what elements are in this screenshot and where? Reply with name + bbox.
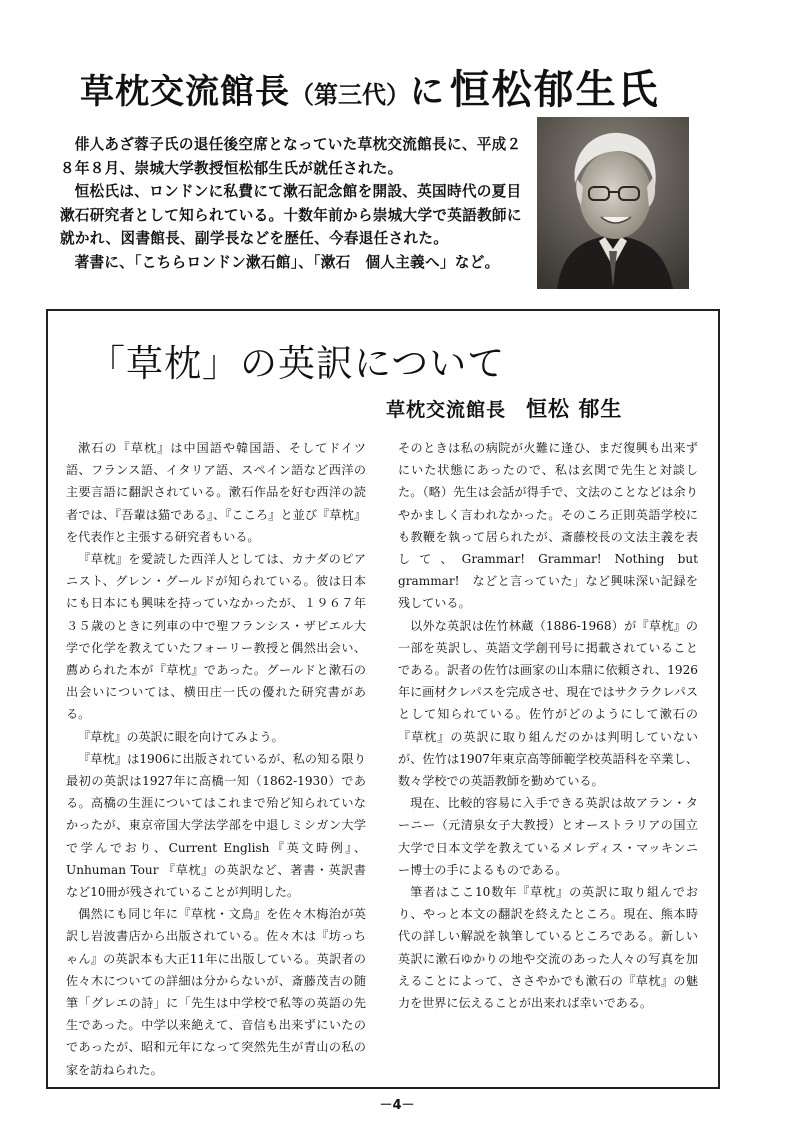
page-title xyxy=(80,58,720,115)
byline-name: 恒松 郁生 xyxy=(526,397,623,421)
article-column-left xyxy=(66,437,366,1081)
article-title: 「草枕」の英訳について xyxy=(88,342,506,385)
page-number: －4－ xyxy=(379,1098,415,1113)
intro-paragraph: 恒松氏は、ロンドンに私費にて漱石記念館を開設、英国時代の夏目漱石研究者として知られている。十数年前から崇城大学で英語教師に就かれ、図書館長、副学長などを歴任、今春退任された。 xyxy=(60,183,522,247)
portrait-photo xyxy=(537,117,689,289)
portrait-illustration xyxy=(537,117,689,289)
title-paren: （第三代） xyxy=(290,81,410,109)
title-main: 草枕交流館長 xyxy=(80,72,290,112)
article-paragraph: 現在、比較的容易に入手できる英訳は故アラン・ターニー（元清泉女子大教授）とオーストラリアの国立大学で日本文学を教えているメレディス・マッキンニー博士の手によるものである。 xyxy=(398,796,698,877)
article-paragraph: 偶然にも同じ年に『草枕・文鳥』を佐々木梅治が英訳し岩波書店から出版されている。佐々木は『坊っちゃん』の英訳本も大正11年に出版している。英訳者の佐々木についての詳細は分からないが、斎藤茂吉の随筆「グレエの詩」に「先生は中学校で私等の英語の先生であった。中学以来絶えて、音信も出来ずにいたのであったが、昭和元年になって突然先生が青山の私の家を訪ねられた。 xyxy=(66,907,366,1077)
article-paragraph: 以外な英訳は佐竹林蔵（1886-1968）が『草枕』の一部を英訳し、英語文学創刊号に掲載されていることである。訳者の佐竹は画家の山本鼎に依頼され、1926年に画材クレパスを完成させ、現在ではサクラクレパスとして知られている。佐竹がどのようにして漱石の『草枕』の英訳に取り組んだのかは判明していないが、佐竹は1907年東京高等師範学校英語科を卒業し、数々学校での英語教師を勤めている。 xyxy=(398,618,698,789)
intro-text xyxy=(60,133,522,274)
article-paragraph: 筆者はここ10数年『草枕』の英訳に取り組んでおり、やっと本文の翻訳を終えたところ。現在、熊本時代の詳しい解説を執筆しているところである。新しい英訳に漱石ゆかりの地や交流のあった人々の写真を加えることによって、ささやかでも漱石の『草枕』の魅力を世界に伝えることが出来れば幸いである。 xyxy=(398,885,698,1011)
article-box xyxy=(46,309,720,1089)
title-name: 恒松郁生氏 xyxy=(449,67,660,113)
byline-position: 草枕交流館長 xyxy=(386,399,507,421)
article-paragraph: 漱石の『草枕』は中国語や韓国語、そしてドイツ語、フランス語、イタリア語、スペイン語など西洋の主要言語に翻訳されている。漱石作品を好む西洋の読者では、『吾輩は猫である』、『こころ』と並び『草枕』を代表作と主張する研究者もいる。 xyxy=(66,441,366,544)
article-column-right xyxy=(398,437,698,1014)
article-byline xyxy=(386,393,622,423)
intro-paragraph: 俳人あざ蓉子氏の退任後空席となっていた草枕交流館長に、平成２８年８月、崇城大学教授恒松郁生氏が就任された。 xyxy=(60,136,522,177)
intro-paragraph: 著書に、「こちらロンドン漱石館」、「漱石 個人主義へ」など。 xyxy=(74,253,500,271)
article-paragraph: 『草枕』の英訳に眼を向けてみよう。 xyxy=(78,729,284,744)
article-paragraph: そのときは私の病院が火難に逢ひ、まだ復興も出来ずにいた状態にあったので、私は玄関で先生と対談した。（略）先生は会話が得手で、文法のことなどは余りやかましく言われなかった。そのころ正則英語学校にも教鞭を執って居られたが、斎藤校長の文法主義を表して、Grammar! Grammar! Nothing but grammar! などと言っていた」など興味深い記録を残している。 xyxy=(398,441,698,611)
article-paragraph: 『草枕』は1906に出版されているが、私の知る限り最初の英訳は1927年に高橋一知（1862-1930）である。高橋の生涯についてはこれまで殆ど知られていなかったが、東京帝国大学法学部を中退しミシガン大学で学んでおり、Current English『英文時例』、Unhuman Tour 『草枕』の英訳など、著書・英訳書 など10冊が残されていることが判明した。 xyxy=(66,751,366,900)
article-paragraph: 『草枕』を愛読した西洋人としては、カナダのピアニスト、グレン・グールドが知られている。彼は日本にも日本にも興味を持っていなかったが、１９６７年３５歳のときに列車の中で聖フランシス・ザビエル大学で化学を教えていたフォーリー教授と偶然出会い、薦められた本が『草枕』であった。グールドと漱石の出会いについては、横田庄一氏の優れた研究書がある。 xyxy=(66,552,366,722)
title-particle: に xyxy=(410,72,444,112)
